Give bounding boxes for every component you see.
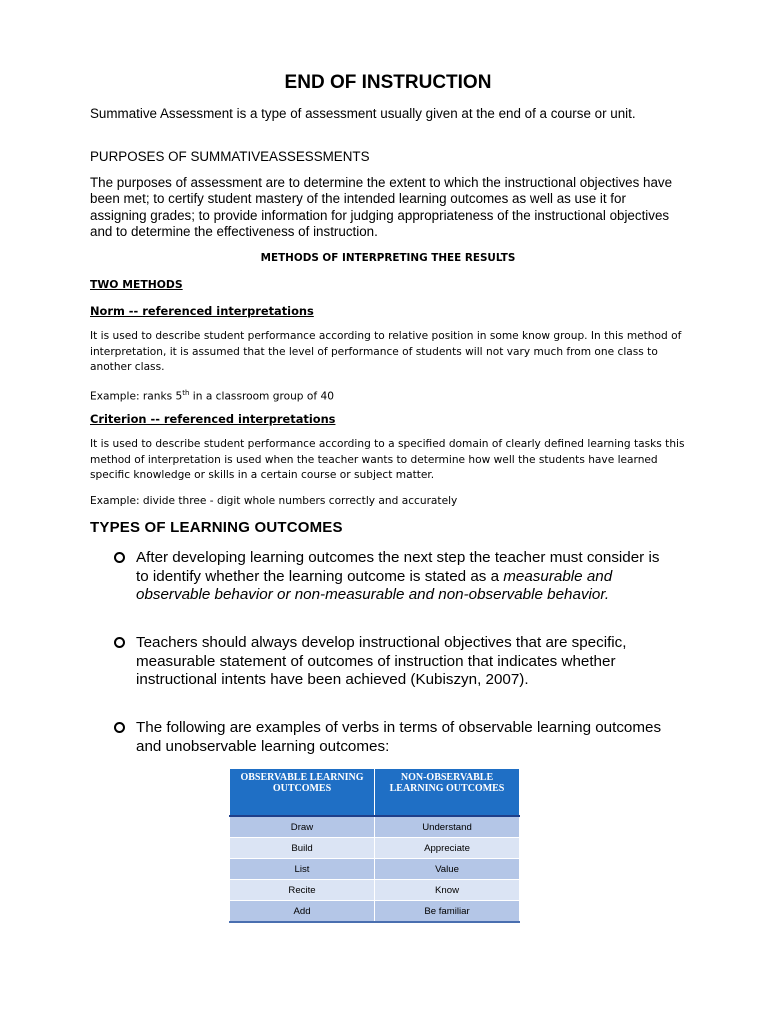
methods-heading: METHODS OF INTERPRETING THEE RESULTS [260, 252, 516, 264]
circle-bullet-icon [114, 637, 125, 648]
bullet-text: Teachers should always develop instructional objectives that are specific, measurable statement of outcomes of instruction that indicates whether instructional intents have been achieved (Kubiszyn, 2007). [136, 634, 627, 688]
table-cell: Build [230, 838, 375, 859]
bullet-item [114, 634, 674, 690]
table-cell: List [230, 859, 375, 880]
criterion-paragraph: It is used to describe student performance according to a specified domain of clearly defined learning tasks this method of interpretation is used when the teacher wants to determine how well the students have learned specific knowledge or skills in a certain course or subject matter. [90, 438, 685, 481]
page-title: END OF INSTRUCTION [284, 72, 492, 93]
types-heading: TYPES OF LEARNING OUTCOMES [90, 519, 343, 536]
table-row [230, 816, 520, 838]
table-cell: Be familiar [375, 901, 520, 923]
table-cell: Understand [375, 816, 520, 838]
table-row [230, 838, 520, 859]
norm-example-sup: th [182, 389, 190, 397]
criterion-example: Example: divide three - digit whole numbers correctly and accurately [90, 495, 458, 507]
norm-paragraph: It is used to describe student performance according to relative position in some know group. In this method of interpretation, it is assumed that the level of performance of students will not vary much from one class to another class. [90, 330, 682, 373]
learning-outcomes-table [229, 768, 520, 923]
observable-header: OBSERVABLE LEARNING OUTCOMES [230, 769, 375, 817]
two-methods-heading: TWO METHODS [90, 278, 183, 291]
bullet-plain-text: After developing learning outcomes the next step the teacher must consider is to identify whether the learning outcome is stated as a [136, 549, 660, 585]
table-cell: Recite [230, 880, 375, 901]
table-header-row [230, 769, 520, 817]
norm-example-prefix: Example: ranks 5 [90, 390, 183, 403]
circle-bullet-icon [114, 552, 125, 563]
bullet-text: The following are examples of verbs in terms of observable learning outcomes and unobservable learning outcomes: [136, 719, 662, 755]
criterion-heading: Criterion -- referenced interpretations [90, 412, 336, 426]
bullet-text [136, 549, 674, 605]
non-observable-header: NON-OBSERVABLE LEARNING OUTCOMES [375, 769, 520, 817]
norm-example-suffix: in a classroom group of 40 [189, 390, 334, 403]
circle-bullet-icon [114, 722, 125, 733]
table-row [230, 901, 520, 923]
purposes-heading: PURPOSES OF SUMMATIVEASSESSMENTS [90, 149, 370, 164]
bullet-italic-text: measurable and observable behavior or non-measurable and non-observable behavior. [136, 567, 613, 603]
table-row [230, 859, 520, 880]
norm-heading: Norm -- referenced interpretations [90, 304, 314, 318]
purposes-paragraph: The purposes of assessment are to determine the extent to which the instructional objectives have been met; to certify student mastery of the intended learning outcomes as well as use it for assigning grades; to provide information for judging appropriateness of the instructional objectives and to determine the effectiveness of instruction. [90, 175, 673, 239]
intro-paragraph: Summative Assessment is a type of assessment usually given at the end of a course or unit. [90, 106, 636, 121]
table-cell: Value [375, 859, 520, 880]
table-cell: Appreciate [375, 838, 520, 859]
norm-example [90, 386, 686, 405]
bullet-item [114, 549, 674, 605]
table-cell: Add [230, 901, 375, 923]
table-row [230, 880, 520, 901]
bullet-item [114, 719, 674, 756]
table-cell: Know [375, 880, 520, 901]
table-cell: Draw [230, 816, 375, 838]
